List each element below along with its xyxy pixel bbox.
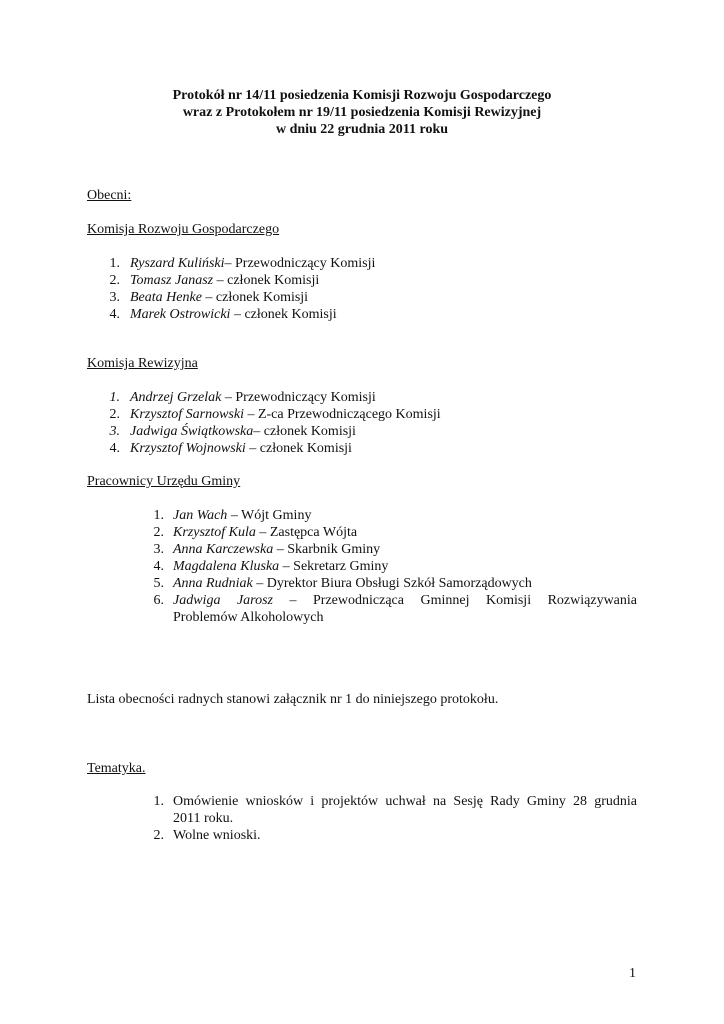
member-role: – Przewodniczący Komisji — [221, 390, 376, 405]
list-item-number: 1. — [109, 256, 120, 271]
member-name: Magdalena Kluska — [173, 559, 280, 574]
list-item-number: 6. — [153, 593, 164, 608]
member-role-continuation: Problemów Alkoholowych — [173, 610, 324, 625]
member-role: – Zastępca Wójta — [255, 525, 358, 540]
list-item-number: 2. — [109, 407, 120, 422]
member-name: Anna Rudniak — [173, 576, 253, 591]
list-item — [130, 389, 376, 406]
member-role: – Przewodnicząca Gminnej Komisji Rozwiązywania — [273, 593, 638, 608]
pracownicy-heading: Pracownicy Urzędu Gminy — [87, 474, 241, 489]
list-item-number: 4. — [109, 441, 120, 456]
list-item-number: 1. — [153, 794, 164, 809]
list-item-number: 2. — [153, 525, 164, 540]
member-role: – członek Komisji — [253, 424, 356, 439]
document-title-line-2: wraz z Protokołem nr 19/11 posiedzenia Komisji Rewizyjnej — [182, 105, 542, 120]
list-item-number: 3. — [109, 290, 120, 305]
list-item — [130, 272, 319, 289]
list-item — [130, 289, 308, 306]
list-item-number: 2. — [153, 828, 164, 843]
list-item — [173, 524, 357, 541]
list-item-number: 4. — [109, 307, 120, 322]
list-item-number: 1. — [109, 390, 120, 405]
member-name: Krzysztof Sarnowski — [130, 407, 244, 422]
member-name: Jadwiga Jarosz — [173, 593, 273, 608]
member-name: Krzysztof Kula — [173, 525, 256, 540]
komisja-rewizyjna-heading: Komisja Rewizyjna — [87, 356, 198, 371]
member-role: – Dyrektor Biura Obsługi Szkół Samorządowych — [252, 576, 532, 591]
list-item — [173, 541, 380, 558]
list-item-number: 1. — [153, 508, 164, 523]
member-role: – Sekretarz Gminy — [279, 559, 389, 574]
obecni-heading: Obecni: — [87, 188, 132, 203]
tematyka-heading: Tematyka. — [87, 761, 146, 776]
page-number: 1 — [629, 966, 636, 981]
list-item — [130, 406, 441, 423]
member-name: Jan Wach — [173, 508, 228, 523]
list-item — [130, 440, 352, 457]
member-name: Andrzej Grzelak — [130, 390, 222, 405]
member-role: – Przewodniczący Komisji — [224, 256, 376, 271]
member-name: Tomasz Janasz — [130, 273, 214, 288]
member-role: – Skarbnik Gminy — [273, 542, 381, 557]
list-item-number: 4. — [153, 559, 164, 574]
member-name: Marek Ostrowicki — [130, 307, 231, 322]
list-item-number: 3. — [153, 542, 164, 557]
list-item-number: 2. — [109, 273, 120, 288]
list-item — [173, 558, 388, 575]
list-item — [130, 306, 337, 323]
member-name: Krzysztof Wojnowski — [130, 441, 246, 456]
member-name: Ryszard Kuliński — [130, 256, 225, 271]
member-name: Jadwiga Świątkowska — [130, 424, 254, 439]
list-item: Wolne wnioski. — [173, 828, 261, 843]
member-name: Anna Karczewska — [173, 542, 274, 557]
list-item: Omówienie wniosków i projektów uchwał na Sesję Rady Gminy 28 grudnia — [173, 794, 637, 809]
list-item-number: 3. — [109, 424, 120, 439]
list-item — [173, 507, 311, 524]
document-title-line-3: w dniu 22 grudnia 2011 roku — [275, 122, 449, 137]
member-role: – członek Komisji — [201, 290, 309, 305]
document-title-line-1: Protokół nr 14/11 posiedzenia Komisji Rozwoju Gospodarczego — [172, 88, 552, 103]
komisja-rozwoju-heading: Komisja Rozwoju Gospodarczego — [87, 222, 280, 237]
member-role: – członek Komisji — [213, 273, 320, 288]
attendance-note: Lista obecności radnych stanowi załącznik nr 1 do niniejszego protokołu. — [87, 692, 499, 707]
member-role: – Wójt Gminy — [227, 508, 312, 523]
member-name: Beata Henke — [130, 290, 202, 305]
list-item — [173, 575, 532, 592]
list-item — [173, 592, 637, 609]
member-role: – Z-ca Przewodniczącego Komisji — [243, 407, 441, 422]
member-role: – członek Komisji — [230, 307, 337, 322]
list-item-number: 5. — [153, 576, 164, 591]
list-item-continuation: 2011 roku. — [173, 811, 234, 826]
list-item — [130, 423, 356, 440]
list-item — [130, 255, 375, 272]
member-role: – członek Komisji — [245, 441, 352, 456]
